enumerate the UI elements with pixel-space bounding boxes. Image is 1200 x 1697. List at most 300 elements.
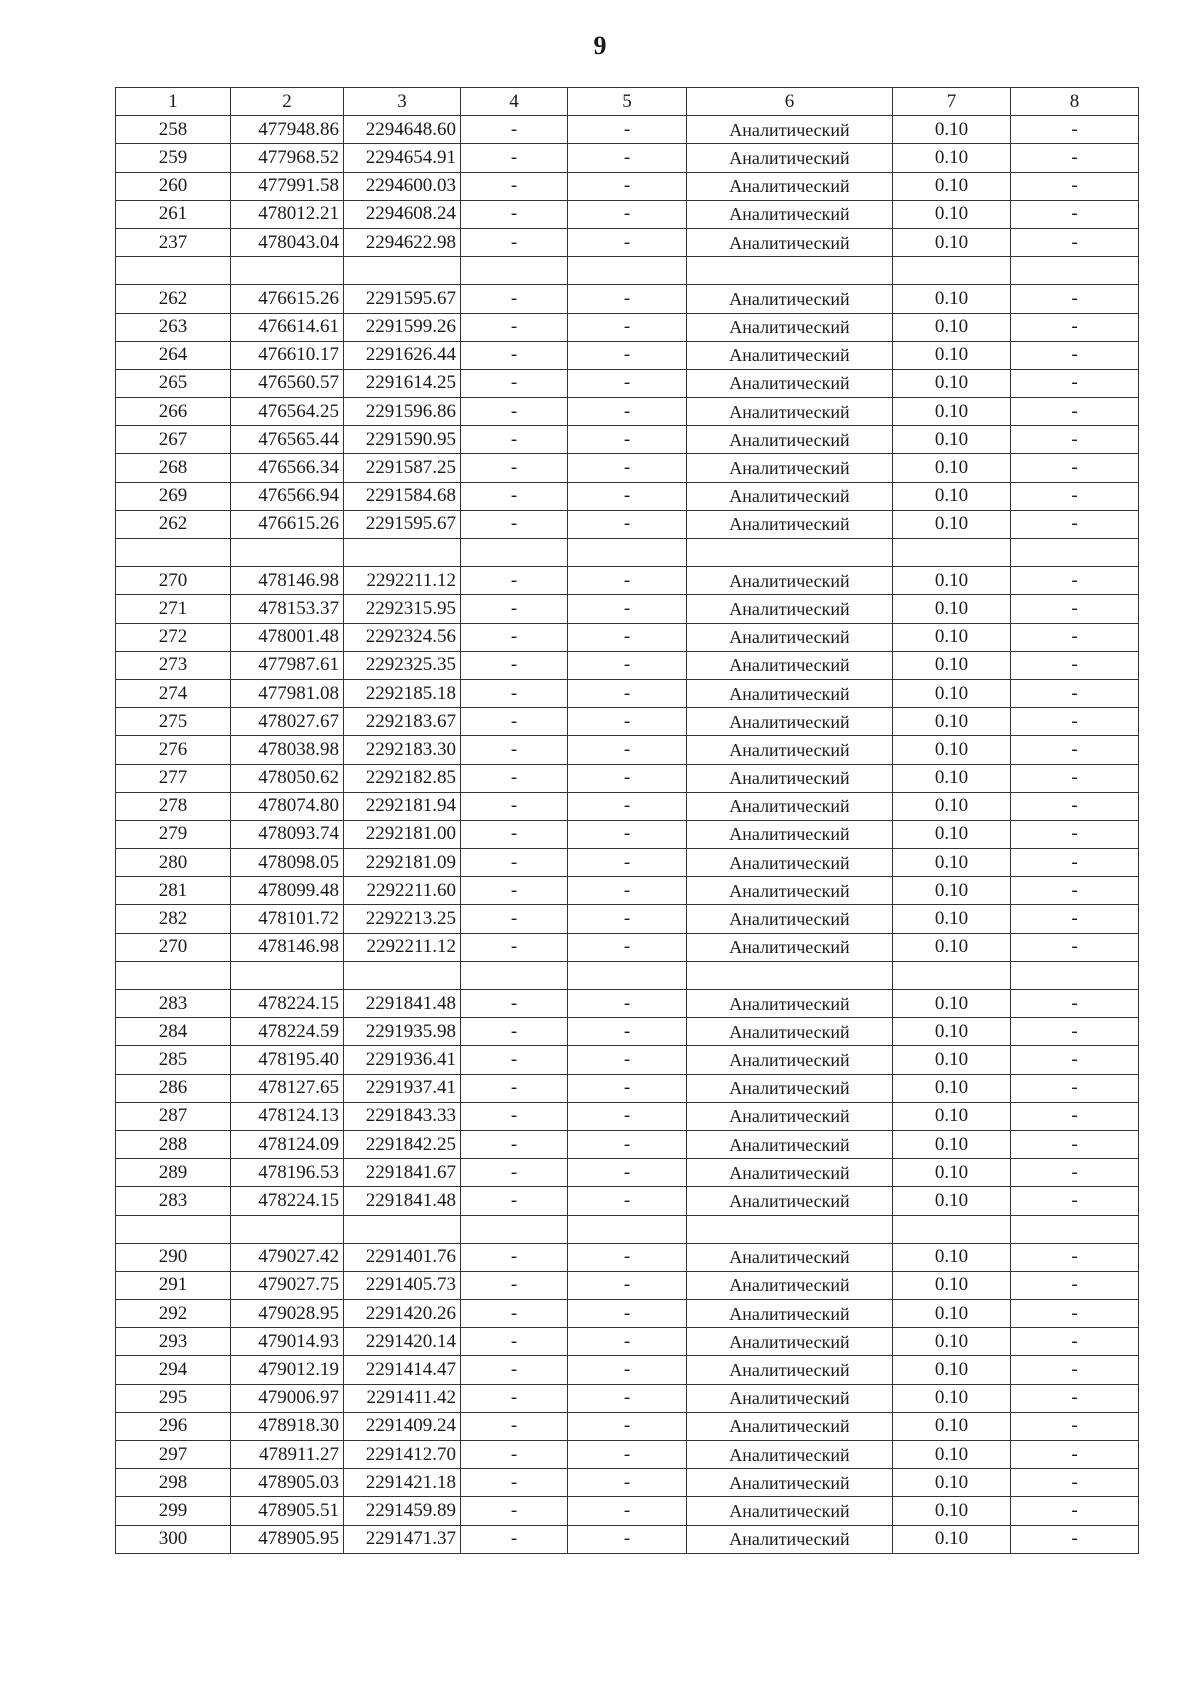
header-cell: 1 xyxy=(116,88,231,116)
header-cell: 3 xyxy=(344,88,461,116)
table-separator-row xyxy=(116,257,1139,285)
table-cell: Аналитический xyxy=(687,877,893,905)
table-cell: 478918.30 xyxy=(231,1412,344,1440)
table-cell: 477981.08 xyxy=(231,679,344,707)
table-cell: Аналитический xyxy=(687,369,893,397)
table-cell: 2292181.09 xyxy=(344,849,461,877)
table-cell: 2291599.26 xyxy=(344,313,461,341)
table-cell: 2292213.25 xyxy=(344,905,461,933)
table-cell: - xyxy=(568,285,687,313)
table-cell: - xyxy=(568,1441,687,1469)
table-cell: 478043.04 xyxy=(231,228,344,256)
table-cell xyxy=(1011,961,1139,989)
table-row xyxy=(116,1412,1139,1440)
table-cell: 0.10 xyxy=(893,1243,1011,1271)
table-cell: Аналитический xyxy=(687,820,893,848)
table-cell: 278 xyxy=(116,792,231,820)
table-cell: 477968.52 xyxy=(231,144,344,172)
table-cell: 277 xyxy=(116,764,231,792)
header-cell: 2 xyxy=(231,88,344,116)
table-cell: 2291420.14 xyxy=(344,1328,461,1356)
table-row xyxy=(116,849,1139,877)
table-cell: - xyxy=(568,313,687,341)
table-cell: 2291614.25 xyxy=(344,369,461,397)
table-cell: - xyxy=(568,1130,687,1158)
table-row xyxy=(116,820,1139,848)
table-cell: 2291936.41 xyxy=(344,1046,461,1074)
table-cell: Аналитический xyxy=(687,905,893,933)
table-cell: Аналитический xyxy=(687,1159,893,1187)
table-cell: 478098.05 xyxy=(231,849,344,877)
table-cell: 2294600.03 xyxy=(344,172,461,200)
table-cell: - xyxy=(568,933,687,961)
table-cell: 2294622.98 xyxy=(344,228,461,256)
table-cell: - xyxy=(568,144,687,172)
table-cell xyxy=(344,1215,461,1243)
table-cell: 477948.86 xyxy=(231,116,344,144)
table-cell: Аналитический xyxy=(687,567,893,595)
table-cell: 268 xyxy=(116,454,231,482)
table-row xyxy=(116,792,1139,820)
table-cell: 2292211.12 xyxy=(344,933,461,961)
table-cell: 0.10 xyxy=(893,933,1011,961)
table-cell xyxy=(687,257,893,285)
table-cell: 2291841.48 xyxy=(344,990,461,1018)
table-cell: - xyxy=(461,595,568,623)
table-row xyxy=(116,454,1139,482)
table-cell: - xyxy=(461,764,568,792)
table-cell: 2291412.70 xyxy=(344,1441,461,1469)
table-cell: - xyxy=(1011,1018,1139,1046)
table-cell: 2292181.94 xyxy=(344,792,461,820)
table-cell: 2291843.33 xyxy=(344,1102,461,1130)
table-cell: - xyxy=(568,1074,687,1102)
table-cell xyxy=(893,1215,1011,1243)
table-cell: - xyxy=(461,623,568,651)
table-cell: Аналитический xyxy=(687,595,893,623)
table-cell: - xyxy=(1011,1469,1139,1497)
table-cell xyxy=(344,257,461,285)
table-cell: - xyxy=(1011,172,1139,200)
table-cell: 478027.67 xyxy=(231,708,344,736)
table-cell: - xyxy=(461,820,568,848)
table-cell: - xyxy=(568,228,687,256)
table-cell: 2292185.18 xyxy=(344,679,461,707)
table-cell: 478101.72 xyxy=(231,905,344,933)
table-cell: 261 xyxy=(116,200,231,228)
table-separator-row xyxy=(116,539,1139,567)
table-cell: - xyxy=(461,1102,568,1130)
table-cell: - xyxy=(1011,482,1139,510)
table-cell: Аналитический xyxy=(687,454,893,482)
table-cell: - xyxy=(568,116,687,144)
table-cell: 285 xyxy=(116,1046,231,1074)
table-cell: - xyxy=(1011,1328,1139,1356)
table-cell: 0.10 xyxy=(893,1525,1011,1553)
table-cell: Аналитический xyxy=(687,933,893,961)
table-cell: - xyxy=(1011,708,1139,736)
table-cell: 262 xyxy=(116,285,231,313)
table-cell: 282 xyxy=(116,905,231,933)
table-cell: 263 xyxy=(116,313,231,341)
table-cell: 0.10 xyxy=(893,905,1011,933)
table-cell: 2292324.56 xyxy=(344,623,461,651)
table-row xyxy=(116,1130,1139,1158)
table-cell: 476560.57 xyxy=(231,369,344,397)
table-cell: 288 xyxy=(116,1130,231,1158)
table-cell: - xyxy=(1011,792,1139,820)
table-row xyxy=(116,228,1139,256)
table-cell xyxy=(116,961,231,989)
table-cell xyxy=(687,961,893,989)
table-cell: - xyxy=(568,398,687,426)
table-cell: 284 xyxy=(116,1018,231,1046)
table-cell: - xyxy=(568,595,687,623)
table-cell: - xyxy=(568,764,687,792)
table-cell: 2291411.42 xyxy=(344,1384,461,1412)
table-cell: Аналитический xyxy=(687,651,893,679)
table-cell: - xyxy=(1011,820,1139,848)
table-cell: - xyxy=(1011,990,1139,1018)
table-cell: - xyxy=(1011,1046,1139,1074)
table-cell: 2291937.41 xyxy=(344,1074,461,1102)
table-cell: - xyxy=(461,849,568,877)
table-cell: Аналитический xyxy=(687,200,893,228)
table-cell: 476566.34 xyxy=(231,454,344,482)
table-cell: Аналитический xyxy=(687,1074,893,1102)
table-cell: - xyxy=(568,567,687,595)
table-cell xyxy=(231,1215,344,1243)
table-cell: 272 xyxy=(116,623,231,651)
table-cell: 0.10 xyxy=(893,651,1011,679)
table-row xyxy=(116,1384,1139,1412)
table-cell: - xyxy=(1011,200,1139,228)
table-cell: - xyxy=(1011,341,1139,369)
table-cell: 2291409.24 xyxy=(344,1412,461,1440)
table-row xyxy=(116,736,1139,764)
table-cell: Аналитический xyxy=(687,1412,893,1440)
table-cell: 264 xyxy=(116,341,231,369)
table-cell: Аналитический xyxy=(687,116,893,144)
table-cell: - xyxy=(461,1271,568,1299)
table-cell: - xyxy=(1011,595,1139,623)
table-cell: 478224.59 xyxy=(231,1018,344,1046)
table-row xyxy=(116,172,1139,200)
table-cell: 2294648.60 xyxy=(344,116,461,144)
table-cell: - xyxy=(568,1018,687,1046)
page-number: 9 xyxy=(593,31,607,60)
table-cell xyxy=(116,257,231,285)
table-cell: - xyxy=(568,820,687,848)
table-cell: 2291584.68 xyxy=(344,482,461,510)
table-cell: 266 xyxy=(116,398,231,426)
table-cell: 260 xyxy=(116,172,231,200)
table-cell xyxy=(893,257,1011,285)
table-cell: - xyxy=(568,510,687,538)
table-cell: - xyxy=(568,1102,687,1130)
table-cell: - xyxy=(461,1441,568,1469)
table-cell: 476566.94 xyxy=(231,482,344,510)
table-cell: 0.10 xyxy=(893,1018,1011,1046)
table-cell: 0.10 xyxy=(893,172,1011,200)
table-cell: Аналитический xyxy=(687,313,893,341)
table-row xyxy=(116,679,1139,707)
table-row xyxy=(116,567,1139,595)
table-cell: 0.10 xyxy=(893,285,1011,313)
table-cell: - xyxy=(1011,398,1139,426)
table-cell: - xyxy=(1011,1159,1139,1187)
table-cell: Аналитический xyxy=(687,482,893,510)
table-cell: - xyxy=(568,172,687,200)
table-cell: 0.10 xyxy=(893,200,1011,228)
table-cell: - xyxy=(568,1300,687,1328)
table-cell: 479027.75 xyxy=(231,1271,344,1299)
table-cell: 479012.19 xyxy=(231,1356,344,1384)
table-cell: - xyxy=(1011,933,1139,961)
table-cell xyxy=(231,961,344,989)
table-cell: - xyxy=(568,651,687,679)
table-row xyxy=(116,1102,1139,1130)
table-cell: 478196.53 xyxy=(231,1159,344,1187)
table-row xyxy=(116,1243,1139,1271)
table-cell: 476614.61 xyxy=(231,313,344,341)
table-cell: 0.10 xyxy=(893,877,1011,905)
table-cell: 478146.98 xyxy=(231,567,344,595)
table-row xyxy=(116,905,1139,933)
table-cell: Аналитический xyxy=(687,736,893,764)
table-cell: 262 xyxy=(116,510,231,538)
table-cell: 2291842.25 xyxy=(344,1130,461,1158)
table-separator-row xyxy=(116,961,1139,989)
table-cell: 279 xyxy=(116,820,231,848)
table-cell: Аналитический xyxy=(687,623,893,651)
table-cell: - xyxy=(461,1384,568,1412)
table-cell: - xyxy=(1011,623,1139,651)
table-cell: - xyxy=(461,990,568,1018)
table-cell: 291 xyxy=(116,1271,231,1299)
table-cell: 476564.25 xyxy=(231,398,344,426)
table-cell xyxy=(116,1215,231,1243)
header-cell: 7 xyxy=(893,88,1011,116)
table-cell: 283 xyxy=(116,1187,231,1215)
table-row xyxy=(116,144,1139,172)
table-cell: 478224.15 xyxy=(231,990,344,1018)
table-cell: 0.10 xyxy=(893,313,1011,341)
table-row xyxy=(116,933,1139,961)
table-cell: - xyxy=(1011,679,1139,707)
table-cell: Аналитический xyxy=(687,849,893,877)
table-cell: Аналитический xyxy=(687,510,893,538)
table-cell: 479027.42 xyxy=(231,1243,344,1271)
table-cell: - xyxy=(461,172,568,200)
table-cell: 280 xyxy=(116,849,231,877)
table-cell: Аналитический xyxy=(687,285,893,313)
table-cell: - xyxy=(461,679,568,707)
table-cell: 276 xyxy=(116,736,231,764)
table-cell: 2291596.86 xyxy=(344,398,461,426)
table-cell: - xyxy=(1011,567,1139,595)
table-cell: - xyxy=(568,877,687,905)
table-cell xyxy=(893,961,1011,989)
table-cell: - xyxy=(461,792,568,820)
table-row xyxy=(116,398,1139,426)
table-cell: 258 xyxy=(116,116,231,144)
table-cell: - xyxy=(1011,454,1139,482)
table-cell: 478911.27 xyxy=(231,1441,344,1469)
table-cell: 2291459.89 xyxy=(344,1497,461,1525)
table-cell: 0.10 xyxy=(893,1074,1011,1102)
table-cell: - xyxy=(1011,1130,1139,1158)
table-cell: 237 xyxy=(116,228,231,256)
table-cell: - xyxy=(568,1159,687,1187)
table-cell: Аналитический xyxy=(687,1525,893,1553)
table-cell: 2292183.30 xyxy=(344,736,461,764)
table-cell: - xyxy=(461,1074,568,1102)
table-cell: 0.10 xyxy=(893,736,1011,764)
table-cell: Аналитический xyxy=(687,426,893,454)
table-cell: - xyxy=(1011,1525,1139,1553)
table-cell: - xyxy=(461,1046,568,1074)
table-cell: - xyxy=(568,426,687,454)
table-cell: Аналитический xyxy=(687,341,893,369)
table-cell: - xyxy=(568,679,687,707)
table-cell: - xyxy=(568,1497,687,1525)
table-cell: 476610.17 xyxy=(231,341,344,369)
table-cell: Аналитический xyxy=(687,144,893,172)
table-cell xyxy=(461,1215,568,1243)
table-cell: 0.10 xyxy=(893,623,1011,651)
table-cell: 479014.93 xyxy=(231,1328,344,1356)
table-row xyxy=(116,1497,1139,1525)
table-cell: 478124.09 xyxy=(231,1130,344,1158)
table-cell: 477987.61 xyxy=(231,651,344,679)
table-cell: 2292325.35 xyxy=(344,651,461,679)
table-cell: - xyxy=(568,1469,687,1497)
table-cell: Аналитический xyxy=(687,1187,893,1215)
table-cell: - xyxy=(461,510,568,538)
table-row xyxy=(116,426,1139,454)
table-cell: Аналитический xyxy=(687,1356,893,1384)
table-cell xyxy=(1011,539,1139,567)
table-cell xyxy=(231,539,344,567)
table-cell: 2291841.67 xyxy=(344,1159,461,1187)
table-row xyxy=(116,1187,1139,1215)
table-cell: Аналитический xyxy=(687,764,893,792)
table-cell: - xyxy=(461,454,568,482)
table-cell: 0.10 xyxy=(893,1271,1011,1299)
table-cell: 259 xyxy=(116,144,231,172)
table-cell: - xyxy=(461,1187,568,1215)
table-cell: 299 xyxy=(116,1497,231,1525)
table-cell: - xyxy=(1011,1243,1139,1271)
table-cell: - xyxy=(1011,764,1139,792)
coordinates-table xyxy=(115,87,1139,1554)
table-cell: 265 xyxy=(116,369,231,397)
table-cell: 2291405.73 xyxy=(344,1271,461,1299)
table-cell: 478074.80 xyxy=(231,792,344,820)
table-cell: - xyxy=(568,341,687,369)
table-cell: Аналитический xyxy=(687,1046,893,1074)
table-cell: 478195.40 xyxy=(231,1046,344,1074)
table-cell: 271 xyxy=(116,595,231,623)
table-cell: 2291414.47 xyxy=(344,1356,461,1384)
table-cell: 478001.48 xyxy=(231,623,344,651)
table-cell: 0.10 xyxy=(893,1497,1011,1525)
table-cell: - xyxy=(1011,877,1139,905)
table-cell: Аналитический xyxy=(687,1130,893,1158)
table-cell: - xyxy=(1011,1300,1139,1328)
table-cell: 293 xyxy=(116,1328,231,1356)
table-cell: - xyxy=(568,623,687,651)
table-cell: 2291595.67 xyxy=(344,510,461,538)
table-cell: Аналитический xyxy=(687,172,893,200)
table-cell: 0.10 xyxy=(893,708,1011,736)
table-separator-row xyxy=(116,1215,1139,1243)
table-row xyxy=(116,510,1139,538)
table-cell: 2291420.26 xyxy=(344,1300,461,1328)
table-cell: 0.10 xyxy=(893,426,1011,454)
table-cell: - xyxy=(461,1412,568,1440)
table-cell: 297 xyxy=(116,1441,231,1469)
table-cell: - xyxy=(1011,1074,1139,1102)
table-row xyxy=(116,1328,1139,1356)
table-cell: 0.10 xyxy=(893,1187,1011,1215)
table-row xyxy=(116,1046,1139,1074)
table-cell: Аналитический xyxy=(687,1243,893,1271)
table-cell: - xyxy=(461,1130,568,1158)
table-cell: - xyxy=(1011,849,1139,877)
table-cell xyxy=(687,1215,893,1243)
header-cell: 5 xyxy=(568,88,687,116)
table-cell: - xyxy=(1011,1356,1139,1384)
table-cell: 0.10 xyxy=(893,1046,1011,1074)
table-cell: 0.10 xyxy=(893,454,1011,482)
table-cell: - xyxy=(461,933,568,961)
table-cell: 0.10 xyxy=(893,398,1011,426)
table-cell: 0.10 xyxy=(893,1130,1011,1158)
table-cell: 0.10 xyxy=(893,679,1011,707)
table-cell: 476615.26 xyxy=(231,285,344,313)
table-cell: - xyxy=(1011,116,1139,144)
table-cell: 298 xyxy=(116,1469,231,1497)
table-cell: 0.10 xyxy=(893,849,1011,877)
table-cell: - xyxy=(461,116,568,144)
table-cell: - xyxy=(1011,1187,1139,1215)
table-cell: 0.10 xyxy=(893,369,1011,397)
table-cell: 0.10 xyxy=(893,1384,1011,1412)
table-cell xyxy=(687,539,893,567)
table-cell: 0.10 xyxy=(893,595,1011,623)
table-cell: - xyxy=(461,285,568,313)
table-cell: 0.10 xyxy=(893,820,1011,848)
table-cell: 479006.97 xyxy=(231,1384,344,1412)
table-cell: 478099.48 xyxy=(231,877,344,905)
table-row xyxy=(116,595,1139,623)
table-cell: 2292211.60 xyxy=(344,877,461,905)
table-cell xyxy=(568,1215,687,1243)
table-cell: 476615.26 xyxy=(231,510,344,538)
table-row xyxy=(116,1525,1139,1553)
table-cell: 478905.03 xyxy=(231,1469,344,1497)
table-cell: 478127.65 xyxy=(231,1074,344,1102)
table-cell: 478224.15 xyxy=(231,1187,344,1215)
table-cell: - xyxy=(461,1469,568,1497)
table-row xyxy=(116,623,1139,651)
table-cell: 2291626.44 xyxy=(344,341,461,369)
table-row xyxy=(116,651,1139,679)
table-cell: 478124.13 xyxy=(231,1102,344,1130)
table-cell: 275 xyxy=(116,708,231,736)
